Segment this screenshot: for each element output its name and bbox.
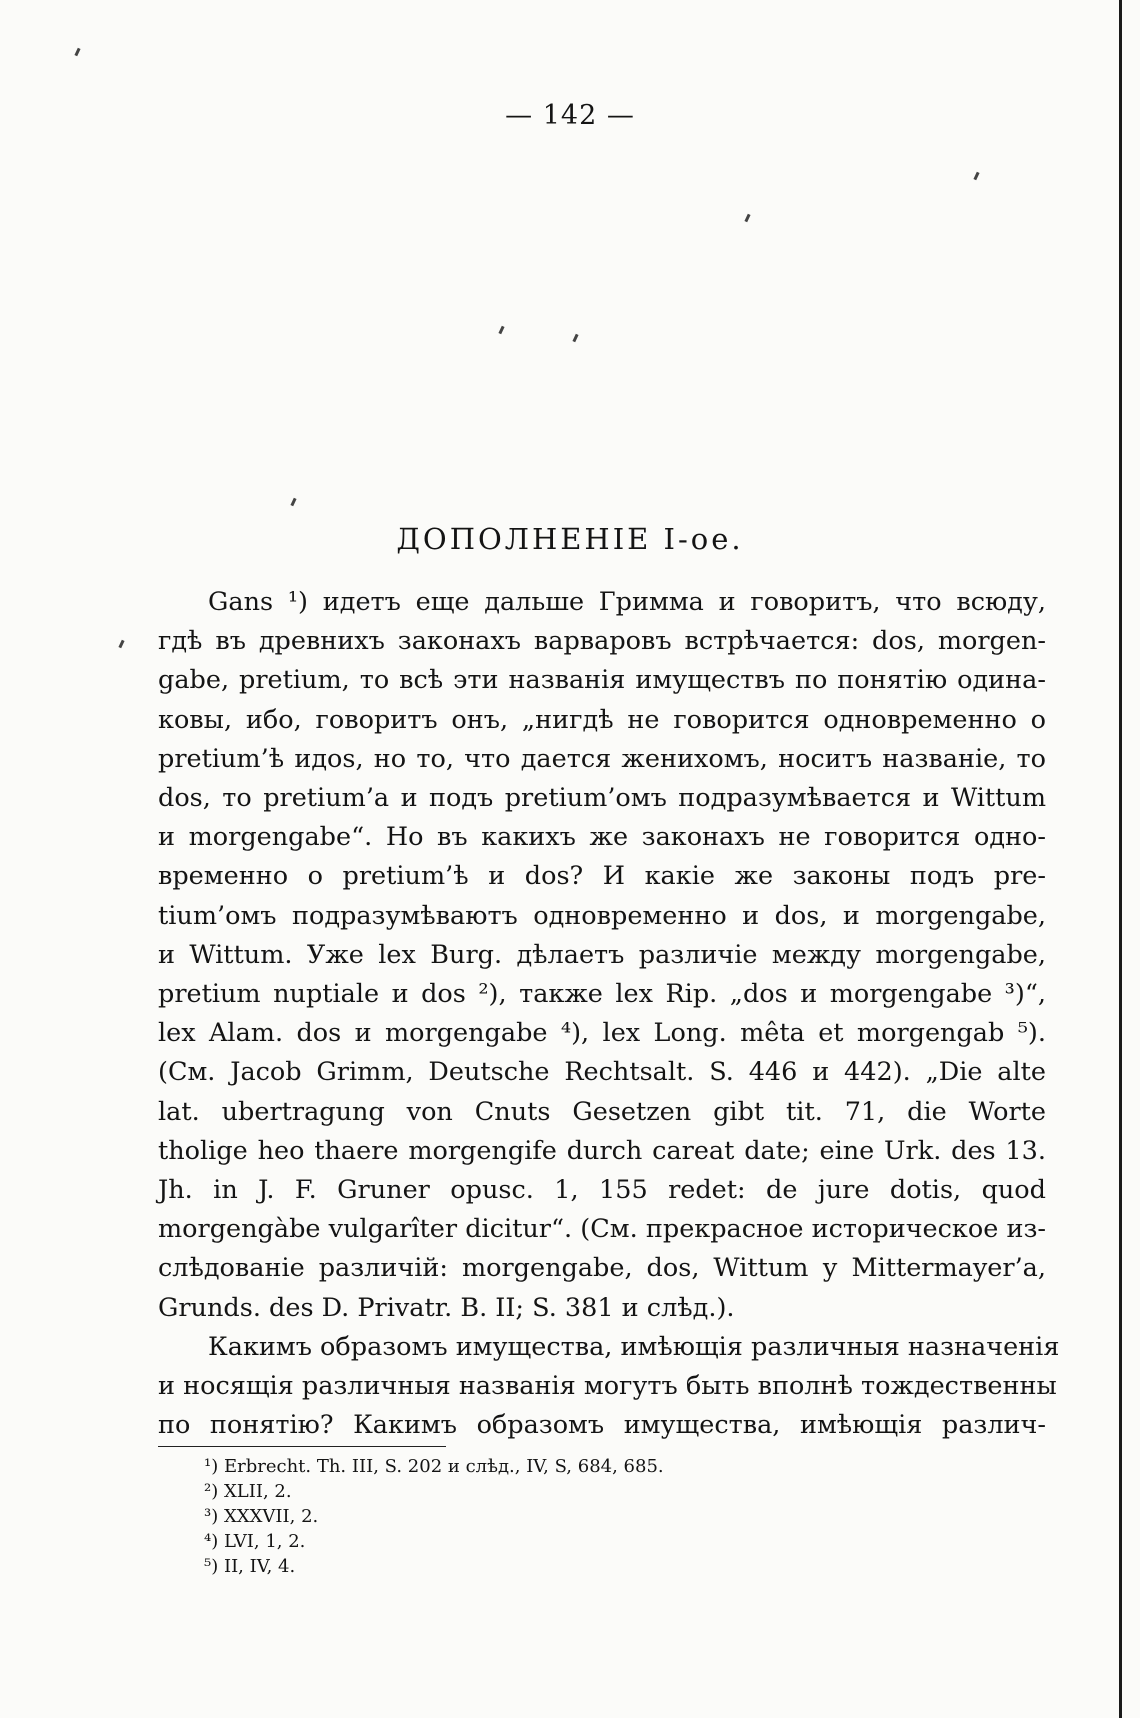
text-line: временно о pretium’ѣ и dos? И какіе же законы подъ pre- <box>158 861 1046 892</box>
text-line: ковы, ибо, говоритъ онъ, „нигдѣ не говорится одновременно о <box>158 704 1046 735</box>
text-line: tium’омъ подразумѣваютъ одновременно и dos, и morgengabe, <box>158 900 1046 931</box>
text-line: Jh. in J. F. Gruner opusc. 1, 155 redet: de jure dotis, quod <box>158 1175 1046 1206</box>
text-line: гдѣ въ древнихъ законахъ варваровъ встрѣчается: dos, morgen- <box>158 626 1046 657</box>
text-line: pretium’ѣ идos, но то, что дается женихомъ, носитъ названіе, то <box>158 743 1046 774</box>
text-line: Какимъ образомъ имущества, имѣющія различныя назначенія <box>208 1331 1060 1362</box>
footnotes <box>204 1454 1004 1579</box>
scan-edge-line <box>1119 0 1122 1718</box>
text-line: dos, то pretium’а и подъ pretium’омъ подразумѣвается и Wittum <box>158 783 1046 814</box>
scan-speck <box>118 640 124 649</box>
footnote: ⁴) LVI, 1, 2. <box>204 1531 306 1552</box>
scan-speck <box>744 214 750 223</box>
scan-speck <box>290 498 296 507</box>
text-line: morgengàbe vulgarîter dicitur“. (См. прекрасное историческое из- <box>158 1214 1046 1245</box>
footnote: ³) XXXVII, 2. <box>204 1506 319 1527</box>
text-line: lat. ubertragung von Cnuts Gesetzen gibt tit. 71, die Worte <box>158 1096 1046 1127</box>
text-line: pretium nuptiale и dos ²), также lex Rip. „dos и morgengabe ³)“, <box>158 979 1046 1010</box>
text-line: по понятію? Какимъ образомъ имущества, имѣющія различ- <box>158 1410 1046 1441</box>
text-line: Gans ¹) идетъ еще дальше Гримма и говоритъ, что всюду, <box>208 587 1046 617</box>
text-line: и morgengabe“. Но въ какихъ же законахъ не говорится одно- <box>158 822 1046 853</box>
text-line: и Wittum. Уже lex Burg. дѣлаетъ различіе между morgengabe, <box>158 939 1046 970</box>
footnote: ⁵) II, IV, 4. <box>204 1556 296 1577</box>
text-line: слѣдованіе различій: morgengabe, dos, Wittum у Mittermayer’a, <box>158 1253 1046 1284</box>
text-line: и носящія различныя названія могутъ быть вполнѣ тождественны <box>158 1371 1057 1402</box>
page-number: — 142 — <box>505 100 635 131</box>
footnote-divider <box>158 1446 446 1447</box>
section-title: ДОПОЛНЕНІЕ I-ое. <box>396 522 744 556</box>
scan-speck <box>973 172 979 181</box>
footnote: ²) XLII, 2. <box>204 1481 292 1502</box>
scan-speck <box>498 326 504 335</box>
footnote: ¹) Erbrecht. Th. III, S. 202 и слѣд., IV, S, 684, 685. <box>204 1456 664 1477</box>
scan-speck <box>572 334 578 343</box>
text-line: (См. Jacob Grimm, Deutsche Rechtsalt. S. 446 и 442). „Die alte <box>158 1057 1046 1088</box>
text-line: lex Alam. dos и morgengabe ⁴), lex Long. mêta et morgengab ⁵). <box>158 1018 1046 1049</box>
body-text <box>158 583 1060 1445</box>
scan-speck <box>74 48 80 57</box>
text-line: tholige heo thaere morgengife durch careat date; eine Urk. des 13. <box>158 1135 1046 1166</box>
text-line: gabe, pretium, то всѣ эти названія имуществъ по понятію одина- <box>158 665 1046 696</box>
text-line: Grunds. des D. Privatr. B. II; S. 381 и слѣд.). <box>158 1292 735 1323</box>
